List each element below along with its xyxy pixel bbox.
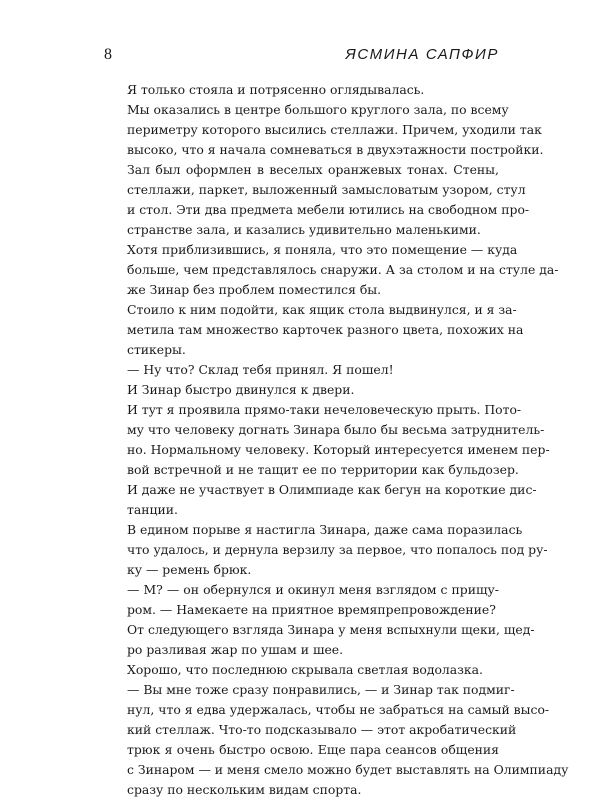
paragraph bbox=[104, 580, 499, 620]
text-line: Зал был оформлен в веселых оранжевых тонах. Стены, bbox=[127, 162, 499, 177]
text-line: и стол. Эти два предмета мебели ютились на свободном про- bbox=[127, 202, 530, 217]
text-line: метила там множество карточек разного цвета, похожих на bbox=[127, 322, 524, 337]
paragraph bbox=[104, 240, 559, 300]
text-line: От следующего взгляда Зинара у меня вспыхнули щеки, щед- bbox=[127, 622, 535, 637]
text-line: Стоило к ним подойти, как ящик стола выдвинулся, и я за- bbox=[127, 302, 517, 317]
page-header bbox=[104, 44, 499, 68]
text-line: ро разливая жар по ушам и шее. bbox=[127, 642, 344, 657]
paragraph bbox=[104, 680, 569, 800]
text-line: кий стеллаж. Что-то подсказывало — этот акробатический bbox=[127, 722, 517, 737]
paragraph bbox=[104, 520, 548, 580]
paragraph bbox=[104, 360, 499, 380]
text-line: стикеры. bbox=[127, 342, 186, 357]
paragraph bbox=[104, 80, 499, 100]
text-line: сразу по нескольким видам спорта. bbox=[127, 782, 362, 797]
text-line: му что человеку догнать Зинара было бы весьма затруднитель- bbox=[127, 422, 545, 437]
text-line: вой встречной и не тащит ее по территории как бульдозер. bbox=[127, 462, 519, 477]
text-line: В едином порыве я настигла Зинара, даже сама поразилась bbox=[127, 522, 523, 537]
text-line: Хорошо, что последнюю скрывала светлая водолазка. bbox=[127, 662, 484, 677]
running-title: ЯСМИНА САПФИР bbox=[345, 46, 499, 63]
text-line: странстве зала, и казались удивительно маленькими. bbox=[127, 222, 481, 237]
text-line: И даже не участвует в Олимпиаде как бегун на короткие дис- bbox=[127, 482, 537, 497]
page-number: 8 bbox=[104, 46, 113, 63]
text-line: трюк я очень быстро освою. Еще пара сеансов общения bbox=[127, 742, 499, 757]
text-line: нул, что я едва удержалась, чтобы не забраться на самый высо- bbox=[127, 702, 550, 717]
text-line: — Ну что? Склад тебя принял. Я пошел! bbox=[127, 362, 394, 377]
paragraph bbox=[104, 160, 530, 240]
text-line: что удалось, и дернула верзилу за первое, что попалось под ру- bbox=[127, 542, 548, 557]
paragraph bbox=[104, 300, 524, 360]
text-line: И Зинар быстро двинулся к двери. bbox=[127, 382, 355, 397]
paragraph bbox=[104, 400, 550, 520]
text-line: же Зинар без проблем поместился бы. bbox=[127, 282, 382, 297]
text-line: высоко, что я начала сомневаться в двухэтажности постройки. bbox=[127, 142, 544, 157]
paragraph bbox=[104, 660, 499, 680]
text-line: но. Нормальному человеку. Который интересуется именем пер- bbox=[127, 442, 550, 457]
text-line: И тут я проявила прямо-таки нечеловеческую прыть. Пото- bbox=[127, 402, 522, 417]
text-line: ку — ремень брюк. bbox=[127, 562, 252, 577]
text-line: Я только стояла и потрясенно оглядывалась. bbox=[127, 82, 425, 97]
paragraph bbox=[104, 620, 535, 660]
text-line: — Вы мне тоже сразу понравились, — и Зинар так подмиг- bbox=[127, 682, 515, 697]
text-line: больше, чем представлялось снаружи. А за столом и на стуле да- bbox=[127, 262, 559, 277]
text-line: Хотя приблизившись, я поняла, что это помещение — куда bbox=[127, 242, 518, 257]
text-line: стеллажи, паркет, выложенный замысловатым узором, стул bbox=[127, 182, 526, 197]
text-line: ром. — Намекаете на приятное времяпрепровождение? bbox=[127, 602, 496, 617]
text-line: периметру которого высились стеллажи. Причем, уходили так bbox=[127, 122, 542, 137]
body-text bbox=[104, 80, 569, 800]
paragraph bbox=[104, 380, 499, 400]
text-line: Мы оказались в центре большого круглого зала, по всему bbox=[127, 102, 509, 117]
text-line: с Зинаром — и меня смело можно будет выставлять на Олимпиаду bbox=[127, 762, 569, 777]
text-line: танции. bbox=[127, 502, 178, 517]
paragraph bbox=[104, 100, 544, 160]
text-line: — М? — он обернулся и окинул меня взглядом с прищу- bbox=[127, 582, 499, 597]
